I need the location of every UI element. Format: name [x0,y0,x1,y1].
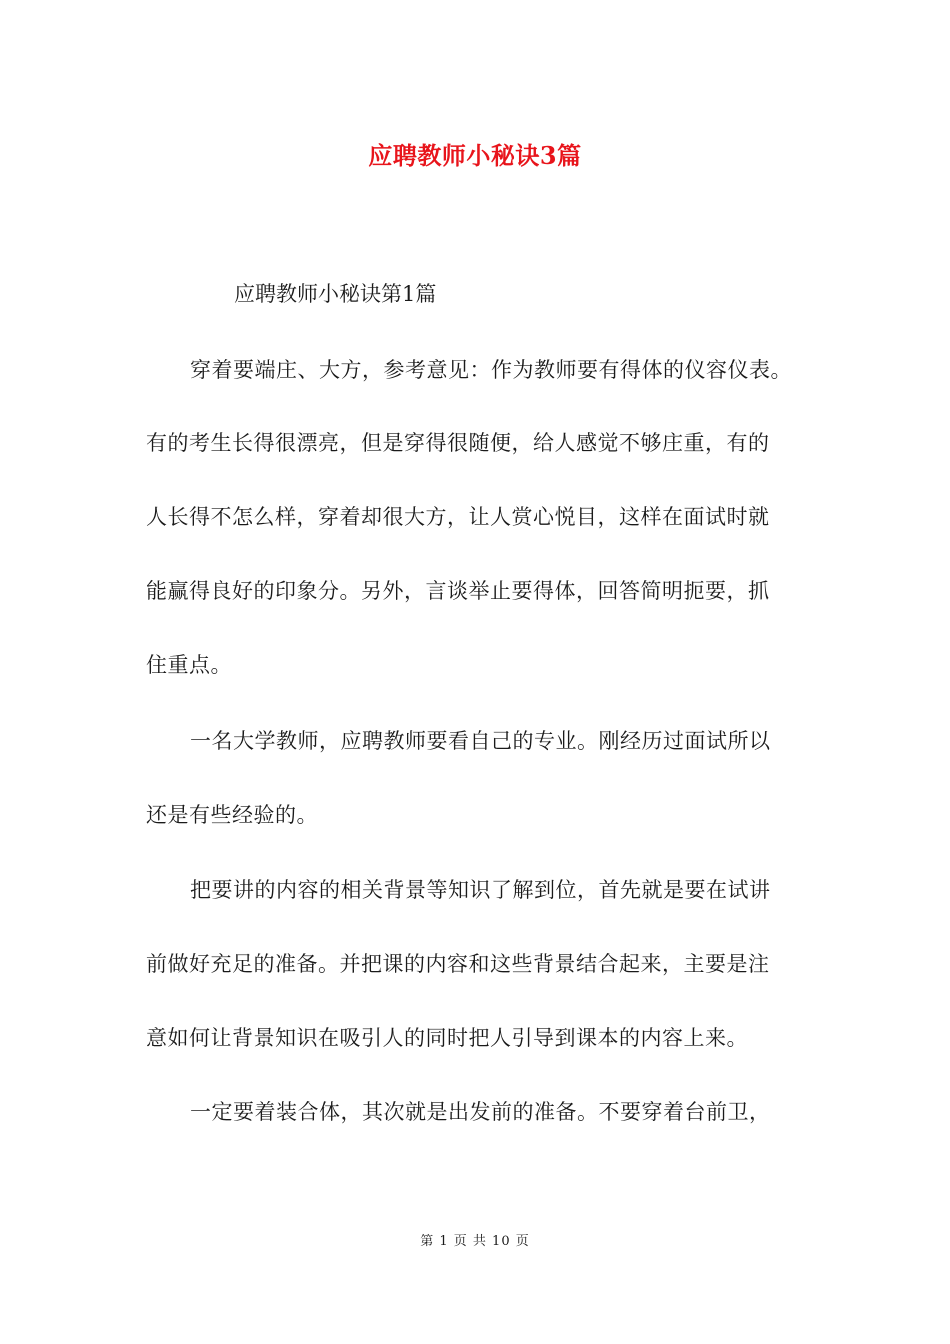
paragraph-line: 一名大学教师，应聘教师要看自己的专业。刚经历过面试所以 [190,729,771,753]
paragraph-line: 把要讲的内容的相关背景等知识了解到位，首先就是要在试讲 [190,878,771,902]
paragraph-line: 能赢得良好的印象分。另外，言谈举止要得体，回答简明扼要，抓 [146,579,770,603]
paragraph-line: 意如何让背景知识在吸引人的同时把人引导到课本的内容上来。 [146,1026,748,1050]
paragraph-line: 有的考生长得很漂亮，但是穿得很随便，给人感觉不够庄重，有的 [146,431,770,455]
paragraph-line: 一定要着装合体，其次就是出发前的准备。不要穿着台前卫， [190,1100,771,1124]
paragraph-line: 穿着要端庄、大方，参考意见：作为教师要有得体的仪容仪表。 [190,358,792,382]
paragraph-line: 人长得不怎么样，穿着却很大方，让人赏心悦目，这样在面试时就 [146,505,770,529]
paragraph-line: 前做好充足的准备。并把课的内容和这些背景结合起来，主要是注 [146,952,770,976]
page-number-footer: 第 1 页 共 10 页 [420,1234,530,1249]
paragraph-line: 还是有些经验的。 [146,803,318,827]
document-title: 应聘教师小秘诀3篇 [368,141,582,170]
paragraph-line: 住重点。 [146,653,232,677]
section-heading: 应聘教师小秘诀第1篇 [234,282,437,306]
